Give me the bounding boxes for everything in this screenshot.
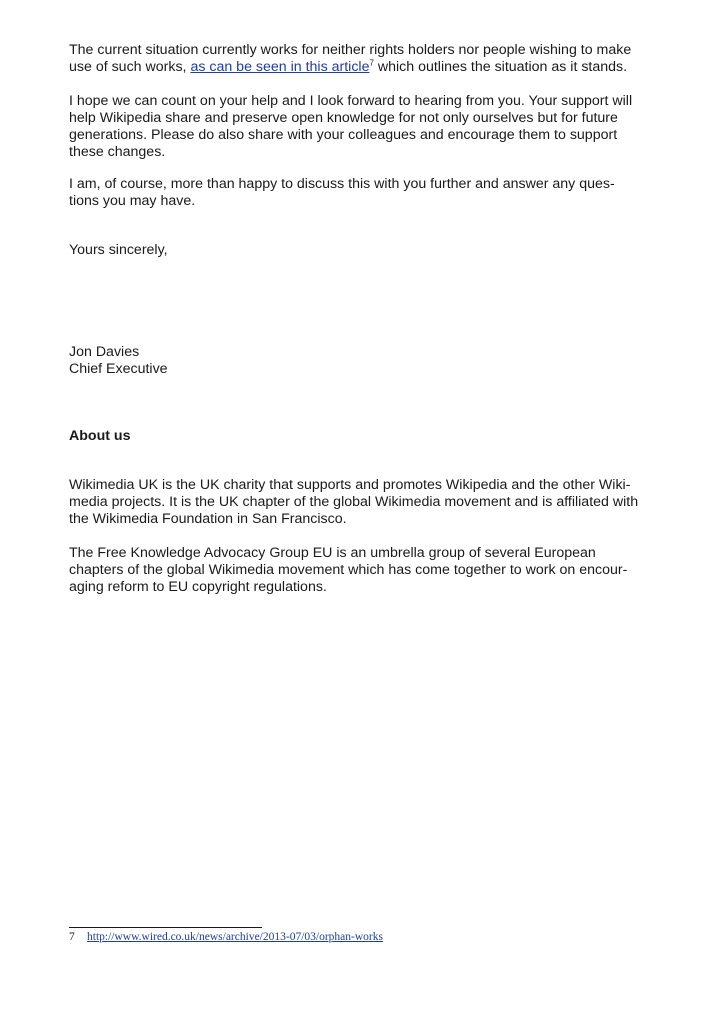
paragraph-situation: [69, 42, 659, 76]
footnote-divider: [69, 927, 262, 928]
paragraph-line: help Wikipedia share and preserve open knowledge for not only ourselves but for future: [69, 110, 618, 126]
paragraph-line: generations. Please do also share with your colleagues and encourage them to support: [69, 127, 618, 143]
footnote-number: 7: [69, 931, 75, 943]
about-paragraph-wikimedia-uk: [69, 477, 659, 528]
footnote: [69, 930, 383, 944]
paragraph-text: which outlines the situation as it stands.: [373, 59, 628, 75]
about-heading: About us: [69, 428, 131, 444]
paragraph-line: tions you may have.: [69, 193, 196, 209]
paragraph-line: [69, 59, 659, 76]
paragraph-line: the Wikimedia Foundation in San Francisco.: [69, 511, 347, 527]
article-link[interactable]: as can be seen in this article: [190, 59, 370, 75]
about-paragraph-advocacy-group: [69, 545, 659, 596]
paragraph-line: The current situation currently works for neither rights holders nor people wishing to make: [69, 42, 632, 58]
paragraph-line: media projects. It is the UK chapter of the global Wikimedia movement and is affiliated with: [69, 494, 639, 510]
paragraph-line: I hope we can count on your help and I look forward to hearing from you. Your support will: [69, 93, 633, 109]
paragraph-line: chapters of the global Wikimedia movement which has come together to work on encour-: [69, 562, 628, 578]
signature-name: Jon Davies: [69, 344, 140, 360]
paragraph-line: I am, of course, more than happy to discuss this with you further and answer any ques-: [69, 176, 615, 192]
paragraph-text: use of such works,: [69, 59, 191, 75]
signature-title: Chief Executive: [69, 361, 168, 377]
paragraph-help: [69, 93, 659, 161]
closing-salutation: Yours sincerely,: [69, 242, 168, 258]
paragraph-line: these changes.: [69, 144, 166, 160]
footnote-reference[interactable]: 7: [369, 58, 374, 68]
paragraph-discuss: [69, 176, 659, 210]
paragraph-line: The Free Knowledge Advocacy Group EU is an umbrella group of several European: [69, 545, 596, 561]
footnote-link[interactable]: http://www.wired.co.uk/news/archive/2013-07/03/orphan-works: [87, 931, 383, 943]
paragraph-line: aging reform to EU copyright regulations.: [69, 579, 327, 595]
paragraph-line: Wikimedia UK is the UK charity that supports and promotes Wikipedia and the other Wiki-: [69, 477, 631, 493]
